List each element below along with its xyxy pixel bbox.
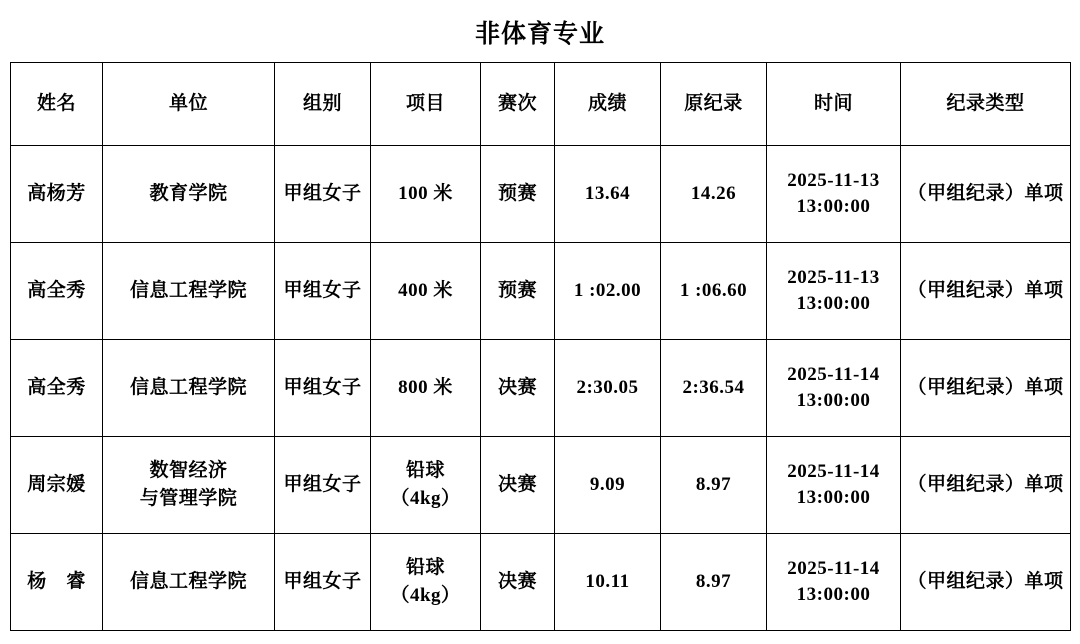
table-row — [11, 146, 1071, 243]
cell-result: 2:30.05 — [555, 340, 661, 437]
cell-record-type: （甲组纪录）单项 — [901, 534, 1071, 631]
records-table — [10, 62, 1071, 631]
cell-name: 周宗媛 — [11, 437, 103, 534]
cell-time — [767, 437, 901, 534]
cell-unit-line1: 信息工程学院 — [129, 571, 247, 593]
cell-event — [371, 340, 481, 437]
cell-unit — [103, 146, 275, 243]
cell-event-line1: 800 米 — [398, 377, 453, 399]
cell-event-line1: 铅球 — [405, 557, 445, 579]
cell-group: 甲组女子 — [275, 243, 371, 340]
column-header-event: 项目 — [371, 63, 481, 146]
column-header-unit: 单位 — [103, 63, 275, 146]
cell-unit — [103, 243, 275, 340]
column-header-result: 成绩 — [555, 63, 661, 146]
table-body — [11, 146, 1071, 631]
table-row — [11, 534, 1071, 631]
cell-group: 甲组女子 — [275, 146, 371, 243]
cell-name: 杨 睿 — [11, 534, 103, 631]
cell-name: 高全秀 — [11, 243, 103, 340]
cell-round: 预赛 — [481, 243, 555, 340]
column-header-group: 组别 — [275, 63, 371, 146]
table-row — [11, 437, 1071, 534]
cell-old-record: 1 :06.60 — [661, 243, 767, 340]
cell-unit — [103, 437, 275, 534]
cell-unit — [103, 534, 275, 631]
cell-name: 高全秀 — [11, 340, 103, 437]
cell-record-type: （甲组纪录）单项 — [901, 437, 1071, 534]
cell-time — [767, 243, 901, 340]
cell-time — [767, 340, 901, 437]
cell-unit-line1: 信息工程学院 — [129, 280, 247, 302]
table-row — [11, 243, 1071, 340]
cell-round: 决赛 — [481, 340, 555, 437]
cell-old-record: 14.26 — [661, 146, 767, 243]
cell-old-record: 2:36.54 — [661, 340, 767, 437]
table-header — [11, 63, 1071, 146]
cell-date-text: 2025-11-13 — [787, 170, 880, 192]
cell-event — [371, 437, 481, 534]
cell-date-text: 2025-11-14 — [787, 558, 880, 580]
cell-time-text: 13:00:00 — [796, 196, 871, 217]
cell-event-line2: （4kg） — [390, 488, 461, 509]
column-header-round: 赛次 — [481, 63, 555, 146]
cell-unit-line1: 信息工程学院 — [129, 377, 247, 399]
cell-time-text: 13:00:00 — [796, 584, 871, 605]
cell-old-record: 8.97 — [661, 437, 767, 534]
cell-unit-line1: 数智经济 — [149, 460, 228, 482]
cell-event — [371, 534, 481, 631]
cell-result: 1 :02.00 — [555, 243, 661, 340]
cell-unit-line1: 教育学院 — [149, 183, 228, 205]
cell-name: 高杨芳 — [11, 146, 103, 243]
cell-record-type: （甲组纪录）单项 — [901, 243, 1071, 340]
cell-group: 甲组女子 — [275, 340, 371, 437]
cell-unit — [103, 340, 275, 437]
cell-date-text: 2025-11-13 — [787, 267, 880, 289]
cell-round: 决赛 — [481, 534, 555, 631]
cell-time — [767, 534, 901, 631]
page-title: 非体育专业 — [474, 21, 605, 48]
cell-group: 甲组女子 — [275, 437, 371, 534]
cell-time-text: 13:00:00 — [796, 487, 871, 508]
column-header-record-type: 纪录类型 — [901, 63, 1071, 146]
cell-old-record: 8.97 — [661, 534, 767, 631]
cell-result: 13.64 — [555, 146, 661, 243]
cell-group: 甲组女子 — [275, 534, 371, 631]
cell-round: 预赛 — [481, 146, 555, 243]
cell-result: 9.09 — [555, 437, 661, 534]
cell-event-line1: 铅球 — [405, 460, 445, 482]
column-header-old-record: 原纪录 — [661, 63, 767, 146]
table-header-row — [11, 63, 1071, 146]
table-container — [0, 62, 1080, 631]
cell-event — [371, 243, 481, 340]
cell-result: 10.11 — [555, 534, 661, 631]
cell-date-text: 2025-11-14 — [787, 364, 880, 386]
cell-unit-line2: 与管理学院 — [139, 488, 238, 509]
cell-round: 决赛 — [481, 437, 555, 534]
cell-record-type: （甲组纪录）单项 — [901, 340, 1071, 437]
column-header-name: 姓名 — [11, 63, 103, 146]
cell-time-text: 13:00:00 — [796, 293, 871, 314]
cell-record-type: （甲组纪录）单项 — [901, 146, 1071, 243]
cell-event-line1: 400 米 — [398, 280, 453, 302]
table-row — [11, 340, 1071, 437]
cell-time-text: 13:00:00 — [796, 390, 871, 411]
cell-event — [371, 146, 481, 243]
cell-time — [767, 146, 901, 243]
cell-event-line1: 100 米 — [398, 183, 453, 205]
cell-event-line2: （4kg） — [390, 585, 461, 606]
cell-date-text: 2025-11-14 — [787, 461, 880, 483]
column-header-time: 时间 — [767, 63, 901, 146]
